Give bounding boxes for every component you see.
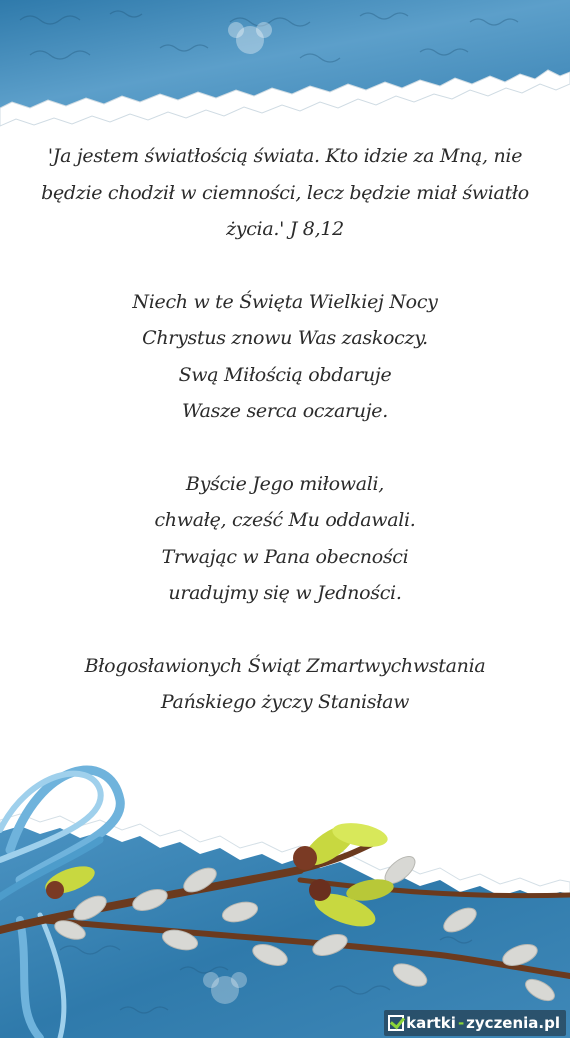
stanza1-line: Niech w te Święta Wielkiej Nocy: [132, 290, 438, 313]
quote-line: 'Ja jestem światłością świata. Kto idzie za Mną, nie: [47, 145, 523, 167]
stanza-gap: [30, 248, 540, 284]
watermark-part3: zyczenia.pl: [466, 1014, 560, 1032]
stanza2-line: uradujmy się w Jedności.: [168, 582, 402, 604]
site-watermark[interactable]: [384, 1010, 566, 1036]
quote-line: życia.' J 8,12: [226, 218, 344, 240]
checkbox-logo-icon: [388, 1015, 404, 1031]
stanza2-line: Byście Jego miłowali,: [185, 472, 385, 495]
stanza-gap: [30, 612, 540, 648]
stanza-gap: [30, 430, 540, 466]
stanza1-line: Chrystus znowu Was zaskoczy.: [142, 327, 428, 349]
greeting-text: [30, 138, 540, 721]
closing-line: Pańskiego życzy Stanisław: [160, 691, 410, 713]
bottom-decoration: [0, 740, 570, 1038]
watermark-part2: -: [457, 1014, 465, 1032]
quote-line: będzie chodził w ciemności, lecz będzie miał światło: [41, 181, 529, 204]
watermark-part1: kartki: [406, 1014, 456, 1032]
top-paper-band: [0, 0, 570, 130]
stanza1-line: Wasze serca oczaruje.: [182, 400, 388, 422]
closing-line: Błogosławionych Świąt Zmartwychwstania: [84, 654, 486, 677]
stanza2-line: Trwając w Pana obecności: [161, 545, 409, 568]
stanza1-line: Swą Miłością obdaruje: [178, 363, 392, 386]
stanza2-line: chwałę, cześć Mu oddawali.: [154, 509, 416, 531]
